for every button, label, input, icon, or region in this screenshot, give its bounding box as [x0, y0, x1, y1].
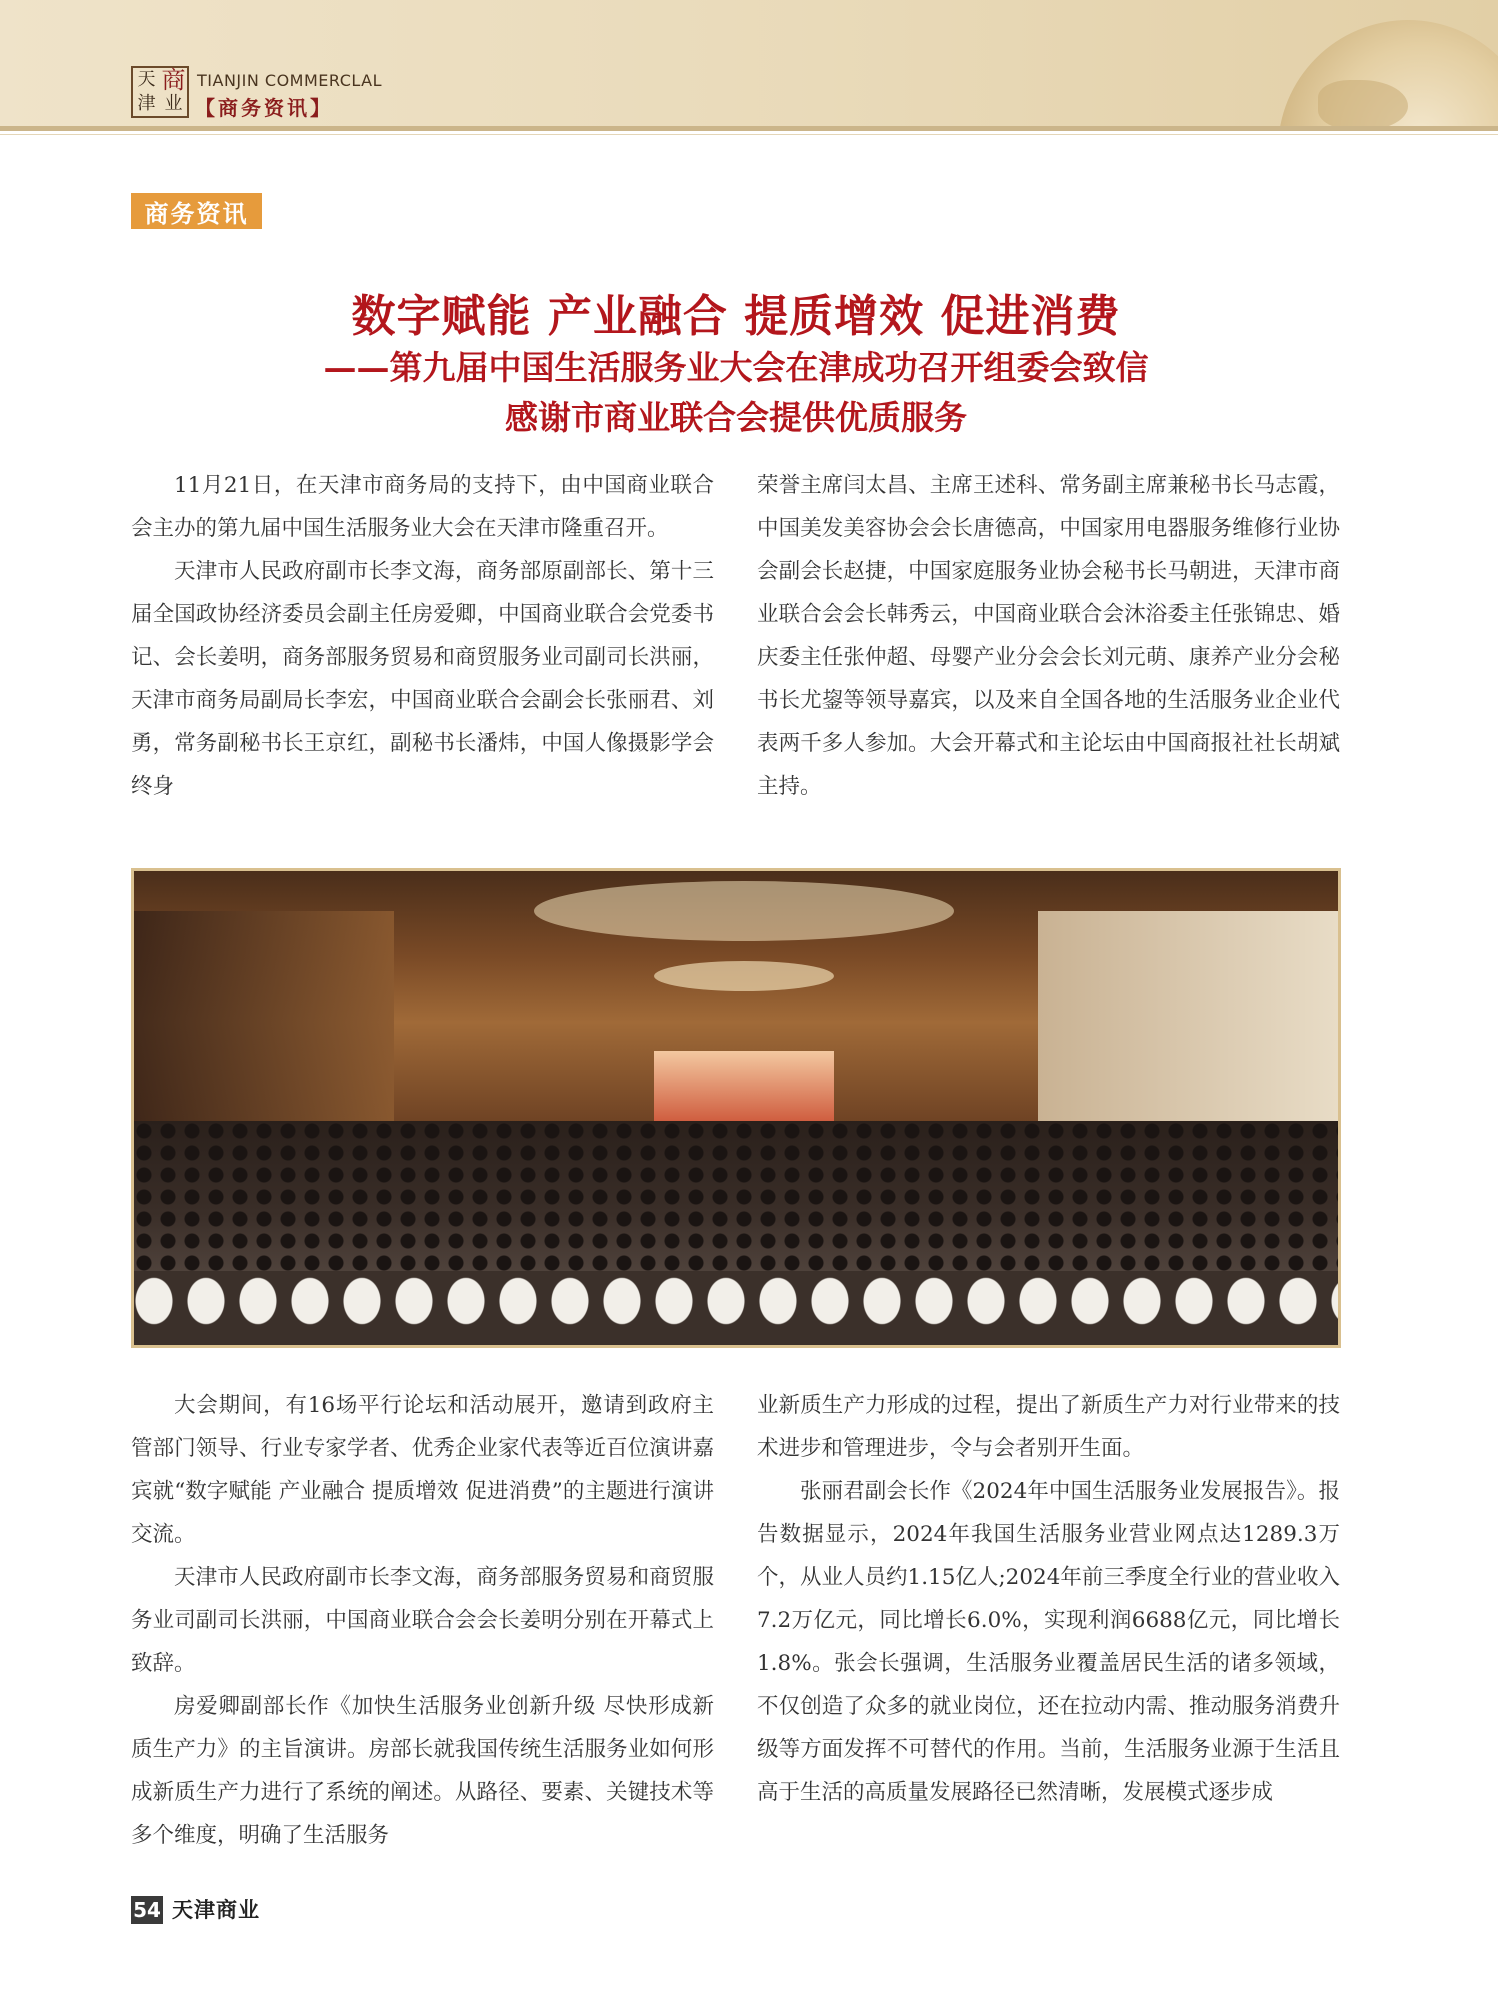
- paragraph: 业新质生产力形成的过程，提出了新质生产力对行业带来的技术进步和管理进步，令与会者别开生面。: [757, 1393, 1340, 1461]
- article-subtitle-line1: ——第九届中国生活服务业大会在津成功召开组委会致信: [323, 348, 1149, 387]
- logo-char: 业: [164, 93, 183, 114]
- ceiling-light: [534, 881, 954, 941]
- footer-magazine-name: 天津商业: [172, 1897, 260, 1922]
- body-column-top-right: [757, 464, 1340, 808]
- header-divider: [0, 126, 1498, 131]
- ceiling-light: [654, 961, 834, 991]
- magazine-english-name: TIANJIN COMMERCLAL: [197, 71, 383, 90]
- logo-char: 天: [137, 69, 156, 90]
- body-column-bottom-right: [757, 1384, 1340, 1814]
- logo-char: 商: [161, 66, 186, 94]
- magazine-logo: [131, 66, 189, 118]
- header-section-label: 【商务资讯】: [195, 96, 333, 120]
- logo-char: 津: [137, 93, 156, 114]
- paragraph: 天津市人民政府副市长李文海，商务部原副部长、第十三届全国政协经济委员会副主任房爱卿，中国商业联合会党委书记、会长姜明，商务部服务贸易和商贸服务业司副司长洪丽，天津市商务局副局长李宏，中国商业联合会副会长张丽君、刘勇，常务副秘书长王京红，副秘书长潘炜，中国人像摄影学会终身: [131, 559, 714, 799]
- paragraph: 大会期间，有16场平行论坛和活动展开，邀请到政府主管部门领导、行业专家学者、优秀企业家代表等近百位演讲嘉宾就“数字赋能 产业融合 提质增效 促进消费”的主题进行演讲交流。: [131, 1393, 714, 1547]
- paragraph: 房爱卿副部长作《加快生活服务业创新升级 尽快形成新质生产力》的主旨演讲。房部长就我国传统生活服务业如何形成新质生产力进行了系统的阐述。从路径、要素、关键技术等多个维度，明确了生活服务: [131, 1694, 714, 1848]
- article-title: 数字赋能 产业融合 提质增效 促进消费: [351, 291, 1121, 342]
- paragraph: 11月21日，在天津市商务局的支持下，由中国商业联合会主办的第九届中国生活服务业大会在天津市隆重召开。: [131, 473, 714, 541]
- article-subtitle-line2: 感谢市商业联合会提供优质服务: [505, 398, 967, 437]
- paragraph: 张丽君副会长作《2024年中国生活服务业发展报告》。报告数据显示，2024年我国生活服务业营业网点达1289.3万个，从业人员约1.15亿人;2024年前三季度全行业的营业收入7.2万亿元，同比增长6.0%，实现利润6688亿元，同比增长1.8%。张会长强调，生活服务业覆盖居民生活的诸多领域，不仅创造了众多的就业岗位，还在拉动内需、推动服务消费升级等方面发挥不可替代的作用。当前，生活服务业源于生活且高于生活的高质量发展路径已然清晰，发展模式逐步成: [757, 1479, 1340, 1805]
- chair-row: [134, 1271, 1338, 1348]
- conference-photo: [131, 868, 1341, 1348]
- section-tag: 商务资讯: [131, 193, 262, 229]
- body-column-top-left: [131, 464, 714, 808]
- globe-icon: [1278, 20, 1498, 128]
- paragraph: 天津市人民政府副市长李文海，商务部服务贸易和商贸服务业司副司长洪丽，中国商业联合会会长姜明分别在开幕式上致辞。: [131, 1565, 714, 1676]
- body-column-bottom-left: [131, 1384, 714, 1857]
- header-divider-thin: [0, 134, 1498, 135]
- paragraph: 荣誉主席闫太昌、主席王述科、常务副主席兼秘书长马志霞，中国美发美容协会会长唐德高，中国家用电器服务维修行业协会副会长赵捷，中国家庭服务业协会秘书长马朝进，天津市商业联合会会长韩秀云，中国商业联合会沐浴委主任张锦忠、婚庆委主任张仲超、母婴产业分会会长刘元萌、康养产业分会秘书长尤鋆等领导嘉宾，以及来自全国各地的生活服务业企业代表两千多人参加。大会开幕式和主论坛由中国商报社社长胡斌主持。: [757, 473, 1340, 799]
- page-number: 54: [131, 1896, 163, 1924]
